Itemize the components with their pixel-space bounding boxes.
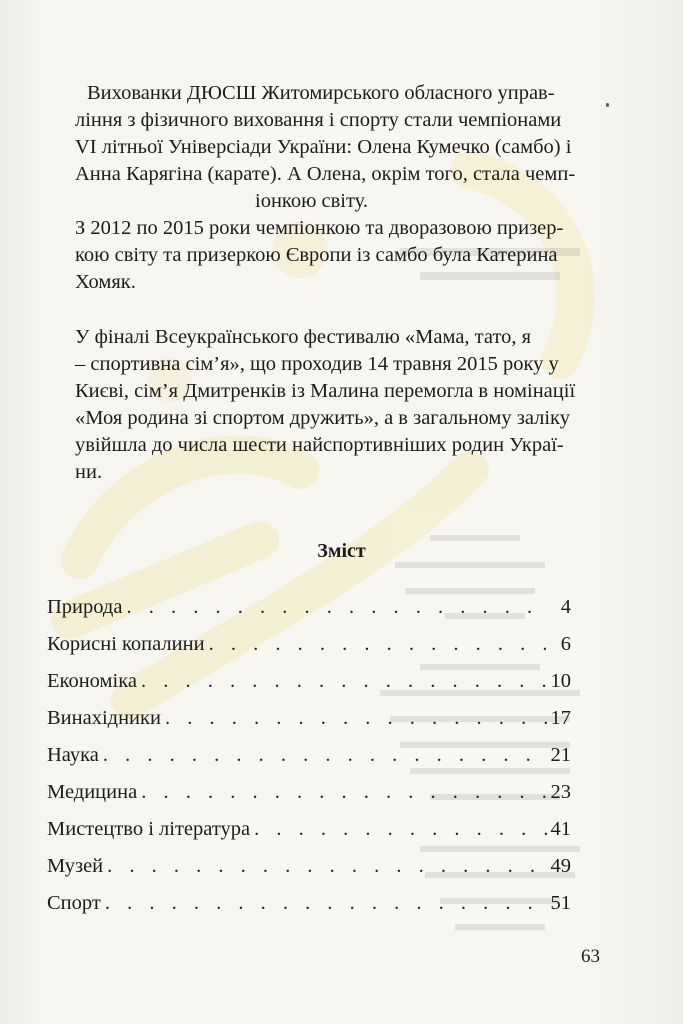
toc-item xyxy=(47,781,571,818)
paragraph-1 xyxy=(75,80,595,215)
toc-item-label: Спорт xyxy=(47,892,101,914)
toc-item xyxy=(47,596,571,633)
toc-item-page: 49 xyxy=(550,855,571,877)
toc-item-label: Мистецтво і література xyxy=(47,818,251,840)
paragraph-2 xyxy=(75,215,595,296)
toc-leader-dots xyxy=(209,633,547,656)
toc-leader-dots xyxy=(254,818,546,841)
toc-title: Зміст xyxy=(317,540,366,562)
text-line: Вихованки ДЮСШ Житомирського обласного управ- xyxy=(87,82,555,104)
toc-leader-dots xyxy=(165,707,547,730)
toc-item xyxy=(47,707,571,744)
text-line: З 2012 по 2015 роки чемпіонкою та дворазовою призер- xyxy=(75,217,564,239)
toc-item-label: Медицина xyxy=(47,781,138,803)
text-line: Анна Карягіна (карате). А Олена, окрім того, стала чемп- xyxy=(75,163,576,185)
toc-item-page: 10 xyxy=(550,670,571,692)
toc-item xyxy=(47,670,571,707)
toc-item-label: Музей xyxy=(47,855,104,877)
toc-leader-dots xyxy=(141,781,546,804)
paper-speck xyxy=(606,103,609,107)
toc-item xyxy=(47,818,571,855)
text-line: увійшла до числа шести найспортивніших родин Украї- xyxy=(75,434,564,456)
toc-item-label: Винахідники xyxy=(47,707,161,729)
toc-item xyxy=(47,633,571,670)
toc-item-label: Корисні копалини xyxy=(47,633,205,655)
text-line: – спортивна сім’я», що проходив 14 травня 2015 року у xyxy=(75,353,559,375)
toc-leader-dots xyxy=(103,744,547,767)
text-line: Києві, сім’я Дмитренків із Малина перемогла в номінації xyxy=(75,380,576,402)
toc-item-label: Наука xyxy=(47,744,99,766)
toc-item-page: 6 xyxy=(560,633,571,655)
toc-leader-dots xyxy=(126,596,547,619)
toc-item-page: 17 xyxy=(550,707,571,729)
toc-item-label: Природа xyxy=(47,596,123,618)
toc-item-page: 4 xyxy=(560,596,571,618)
toc-item-page: 51 xyxy=(550,892,571,914)
text-line: VI літньої Універсіади України: Олена Кумечко (самбо) і xyxy=(75,136,572,158)
page-number: 63 xyxy=(581,946,600,967)
text-line: іонкою світу. xyxy=(255,190,369,212)
toc-item xyxy=(47,892,571,929)
toc-item xyxy=(47,744,571,781)
text-line: ни. xyxy=(75,461,103,483)
toc-item-page: 41 xyxy=(550,818,571,840)
paragraph-3 xyxy=(75,324,595,486)
text-line: «Моя родина зі спортом дружить», а в загальному заліку xyxy=(75,407,570,429)
toc-item-label: Економіка xyxy=(47,670,137,692)
toc-leader-dots xyxy=(141,670,547,693)
toc-item xyxy=(47,855,571,892)
text-line: кою світу та призеркою Європи із самбо була Катерина xyxy=(75,244,558,266)
toc-item-page: 23 xyxy=(550,781,571,803)
table-of-contents xyxy=(47,596,571,929)
toc-leader-dots xyxy=(107,855,546,878)
toc-leader-dots xyxy=(105,892,547,915)
text-line: ління з фізичного виховання і спорту стали чемпіонами xyxy=(75,109,562,131)
toc-item-page: 21 xyxy=(550,744,571,766)
text-line: Хомяк. xyxy=(75,271,136,293)
text-line: У фіналі Всеукраїнського фестивалю «Мама, тато, я xyxy=(75,326,532,348)
